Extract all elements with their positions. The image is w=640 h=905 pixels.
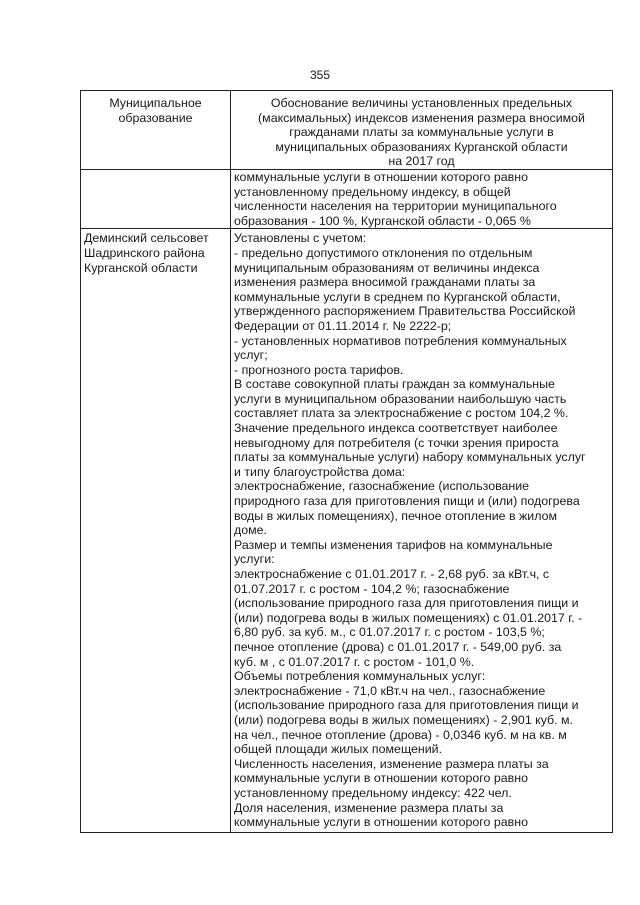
text-line: электроснабжение с 01.01.2017 г. - 2,68 руб. за кВт.ч, с [234, 567, 550, 581]
text-line: печное отопление (дрова) с 01.01.2017 г. - 549,00 руб. за [234, 639, 562, 654]
text-line: 01.07.2017 г. с ростом - 104,2 %; газоснабжение [234, 581, 510, 596]
text-line: услуги: [234, 552, 275, 567]
text-line: утвержденного распоряжением Правительства Российской [234, 304, 576, 319]
header-text-line: муниципальных образованиях Курганской области [275, 139, 568, 154]
text-line: коммунальные услуги в отношении которого равно [234, 815, 528, 830]
text-line: 6,80 руб. за куб. м., с 01.07.2017 г. с ростом - 103,5 %; [234, 625, 545, 640]
continuation-text [231, 169, 613, 228]
page-number: 355 [309, 68, 331, 82]
text-line: (использование природного газа для приготовления пищи и [234, 698, 579, 713]
table-row-continuation [81, 169, 613, 228]
text-line: Объемы потребления коммунальных услуг: [234, 669, 486, 684]
text-line: электроснабжение, газоснабжение (использование [234, 479, 530, 494]
text-line: установленному предельному индексу, в общей [234, 184, 511, 199]
text-line: куб. м , с 01.07.2017 г. с ростом - 101,0 %. [234, 654, 475, 669]
text-line: - установленных нормативов потребления коммунальных [234, 333, 567, 348]
municipality-name [81, 229, 231, 832]
table-header-row [81, 91, 613, 170]
text-line: Федерации от 01.11.2014 г. № 2222-р; [234, 318, 452, 333]
header-text-line: на 2017 год [388, 154, 455, 169]
text-line: электроснабжение - 71,0 кВт.ч на чел., газоснабжение [234, 683, 546, 698]
text-line: коммунальные услуги в среднем по Курганской области, [234, 289, 561, 304]
municipality-name-line: Шадринского района [84, 245, 205, 260]
text-line: общей площади жилых помещений. [234, 742, 443, 757]
table-row-municipality [81, 229, 613, 832]
text-line: муниципальным образованиям от величины индекса [234, 260, 540, 275]
justification-table [80, 90, 613, 833]
text-line: Численность населения, изменение размера платы за [234, 756, 549, 771]
header-justification [231, 91, 613, 170]
text-line: установленному предельному индексу: 422 чел. [234, 785, 512, 800]
header-municipality [81, 91, 231, 170]
text-line: В составе совокупной платы граждан за коммунальные [234, 377, 555, 392]
text-line: платы за коммунальные услуги) набору коммунальных услуг [234, 450, 586, 465]
text-line: Доля населения, изменение размера платы за [234, 800, 504, 815]
text-line: (использование природного газа для приготовления пищи и [234, 596, 579, 611]
justification-text [231, 229, 613, 832]
municipality-name-line: Курганской области [84, 260, 198, 275]
text-line: доме. [234, 523, 267, 538]
text-line: численности населения на территории муниципального [234, 199, 557, 214]
text-line: на чел., печное отопление (дрова) - 0,0346 куб. м на кв. м [234, 727, 567, 742]
text-line: коммунальные услуги в отношении которого равно [234, 169, 528, 184]
empty-municipality-cell [81, 169, 231, 228]
text-line: Установлены с учетом: [234, 231, 367, 246]
text-line: природного газа для приготовления пищи и (или) подогрева [234, 494, 580, 509]
header-text-line: Муниципальное [109, 96, 202, 110]
header-text-line: образование [118, 110, 193, 125]
text-line: коммунальные услуги в отношении которого равно [234, 771, 528, 786]
text-line: составляет плата за электроснабжение с ростом 104,2 %. [234, 406, 569, 421]
header-text-line: Обоснование величины установленных предельных [270, 96, 573, 110]
text-line: и типу благоустройства дома: [234, 464, 406, 479]
text-line: - предельно допустимого отклонения по отдельным [234, 245, 533, 260]
text-line: изменения размера вносимой гражданами платы за [234, 275, 536, 290]
text-line: невыгодному для потребителя (с точки зрения прироста [234, 435, 559, 450]
text-line: воды в жилых помещениях), печное отопление в жилом [234, 508, 557, 523]
text-line: услуги в муниципальном образовании наибольшую часть [234, 391, 567, 406]
text-line: образования - 100 %, Курганской области - 0,065 % [234, 213, 531, 228]
text-line: Размер и темпы изменения тарифов на коммунальные [234, 537, 553, 552]
municipality-name-line: Деминский сельсовет [84, 231, 209, 246]
text-line: услуг; [234, 348, 268, 363]
header-text-line: гражданами платы за коммунальные услуги в [289, 125, 554, 140]
text-line: - прогнозного роста тарифов. [234, 362, 404, 377]
text-line: (или) подогрева воды в жилых помещениях) с 01.01.2017 г. - [234, 610, 583, 625]
header-text-line: (максимальных) индексов изменения размера вносимой [258, 110, 585, 125]
text-line: (или) подогрева воды в жилых помещениях) - 2,901 куб. м. [234, 712, 573, 727]
text-line: Значение предельного индекса соответствует наиболее [234, 421, 558, 436]
